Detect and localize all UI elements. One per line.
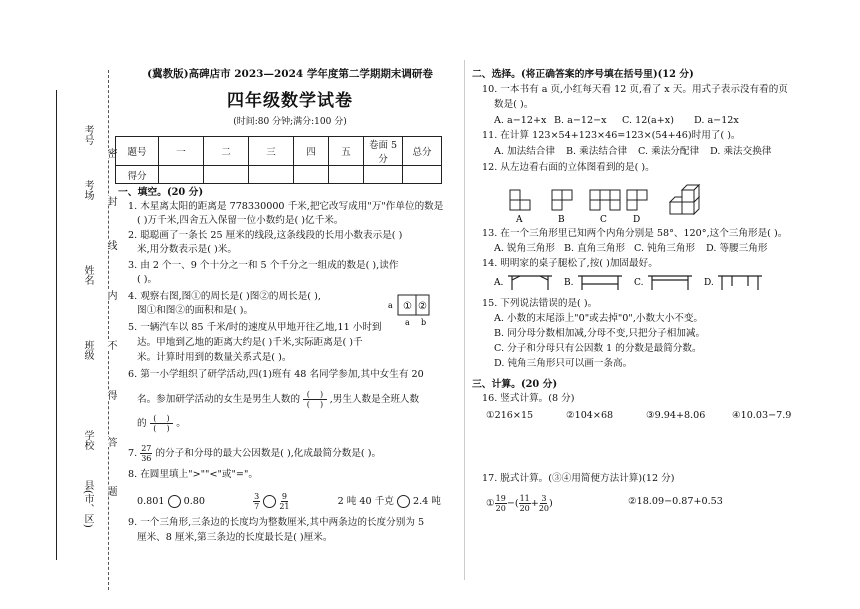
- q15-line: 15. 下列说法错误的是( )。: [482, 298, 598, 309]
- q11-options: [494, 146, 771, 158]
- q12-solid-figure: [670, 185, 699, 214]
- q17-expr-2: ②18.09−0.87+0.53: [628, 496, 723, 507]
- q16-line: 16. 竖式计算。(8 分): [482, 393, 575, 404]
- q6-text-a: 名。参加研学活动的女生是男生人数的: [137, 394, 301, 405]
- q15-opt-b[interactable]: B. 同分母分数相加减,分母不变,只把分子相加减。: [494, 328, 706, 339]
- q16-items: [486, 410, 791, 422]
- score-blank[interactable]: [403, 166, 442, 184]
- q8-frac-1: $\frac{3}{7}$: [254, 492, 260, 511]
- q8-circle-2[interactable]: [263, 495, 276, 508]
- score-cell: 得分: [116, 166, 159, 184]
- q14-label-d: D.: [704, 278, 714, 288]
- q8-c-right: 2.4 吨: [413, 496, 441, 507]
- score-value-row: [116, 166, 442, 184]
- q7-fraction: $\frac{27}{36}$: [141, 444, 152, 463]
- q17-line: 17. 脱式计算。(③④用简便方法计算)(12 分): [482, 473, 675, 484]
- q6-text-d: 。: [176, 418, 186, 429]
- q12-line: 12. 从左边看右面的立体图看到的是( )。: [482, 162, 655, 173]
- q5-line1: 5. 一辆汽车以 85 千米/时的速度从甲地开往乙地,11 小时到: [128, 322, 382, 333]
- seal-char: 线: [105, 240, 116, 250]
- name-label: 姓名: [82, 265, 93, 285]
- section2-title: 二、选择。(将正确答案的序号填在括号里)(12 分): [472, 69, 694, 80]
- class-label: 班级: [82, 340, 93, 360]
- section1-title: 一、填空。(20 分): [118, 187, 204, 198]
- q17-expr-1: [486, 494, 553, 513]
- score-cell: 五: [329, 137, 364, 166]
- q7-line: [128, 444, 381, 463]
- q8-frac-2: $\frac{9}{21}$: [279, 492, 290, 511]
- q11-opt-d[interactable]: D. 乘法交换律: [710, 146, 772, 157]
- q13-opt-b[interactable]: B. 直角三角形: [564, 243, 626, 254]
- score-header-row: [116, 137, 442, 166]
- score-cell: 三: [249, 137, 294, 166]
- q9-line1: 9. 一个三角形,三条边的长度均为整数厘米,其中两条边的长度分别为 5: [128, 517, 425, 528]
- q6-blank-fraction-2[interactable]: $\frac{( )}{( )}$: [150, 414, 173, 433]
- q10-opt-a[interactable]: A. a−12+x: [494, 115, 547, 126]
- q14-opt-d-table[interactable]: [718, 276, 762, 290]
- q6-blank-fraction[interactable]: $\frac{( )}{( )}$: [304, 390, 326, 409]
- q4-line2: 图①和图②的面积和是( )。: [137, 305, 254, 316]
- q6-line1: 6. 第一小学组织了研学活动,四(1)班有 48 名同学参加,其中女生有 20: [128, 369, 424, 380]
- q9-line2: 厘米、8 厘米,第三条边的长度最长是( )厘米。: [137, 532, 333, 543]
- q15-opt-a[interactable]: A. 小数的末尾添上"0"或去掉"0",小数大小不变。: [494, 313, 704, 324]
- q10-line1: 10. 一本书有 a 页,小红每天看 12 页,看了 x 天。用式子表示没有看的页: [482, 84, 788, 95]
- county-label: 县(市、区): [82, 480, 93, 528]
- seal-char: 封: [105, 196, 116, 206]
- q11-line: 11. 在计算 123×54+123×46=123×(54+46)时用了( )。: [482, 130, 741, 141]
- q11-opt-c[interactable]: C. 乘法分配律: [638, 146, 700, 157]
- q17-a-plus: +: [530, 498, 539, 509]
- q6-text-b: ,男生人数是全班人数: [329, 394, 420, 405]
- score-blank[interactable]: [329, 166, 364, 184]
- q17-a-frac-1: $\frac{19}{20}$: [495, 494, 506, 513]
- seal-char: 内: [105, 290, 116, 300]
- q15-opt-d[interactable]: D. 钝角三角形只可以画一条高。: [494, 358, 633, 369]
- score-blank[interactable]: [249, 166, 294, 184]
- q14-opt-c-table[interactable]: [648, 276, 692, 290]
- q2-line2: 米,用分数表示是( )米。: [137, 244, 237, 255]
- q11-opt-a[interactable]: A. 加法结合律: [494, 146, 555, 157]
- q12-opt-c-shape[interactable]: [590, 190, 620, 210]
- score-cell: 卷面 5 分: [364, 137, 403, 166]
- q5-line2: 达。甲地到乙地的距离大约是( )千米,实际距离是( )千: [137, 337, 363, 348]
- q12-opt-d-shape[interactable]: [627, 190, 647, 210]
- seal-char: 题: [105, 486, 116, 496]
- q14-label-a: A.: [494, 278, 504, 288]
- q14-line: 14. 明明家的桌子腿松了,按( )加固最好。: [482, 258, 658, 269]
- q4-figure: [388, 292, 436, 328]
- exam-no-label: 考号: [82, 125, 93, 145]
- q8-a-left: 0.801: [137, 496, 165, 507]
- seal-char: 得: [105, 390, 116, 400]
- q7-text: 的分子和分母的最大公因数是( ),化成最简分数是( )。: [155, 448, 382, 459]
- q10-line2: 数是( )。: [494, 99, 534, 110]
- q17-a-marker: ①: [486, 498, 495, 509]
- q1-line2: ( )万千米,四舍五入保留一位小数约是( )亿千米。: [137, 215, 344, 226]
- score-table: [115, 136, 442, 184]
- q14-options-figure: [494, 272, 764, 294]
- score-blank[interactable]: [204, 166, 249, 184]
- q8-circle-3[interactable]: [397, 495, 410, 508]
- q8-c-left: 2 吨 40 千克: [337, 496, 394, 507]
- q17-a-frac-3: $\frac{3}{20}$: [538, 494, 550, 513]
- q1-line1: 1. 木星离太阳的距离是 778330000 千米,把它改写成用"万"作单位的数是: [128, 201, 444, 212]
- seal-char: 答: [105, 437, 116, 447]
- q2-line1: 2. 聪聪画了一条长 25 厘米的线段,这条线段的长用小数表示是( ): [128, 230, 403, 241]
- seal-char: 不: [105, 340, 116, 350]
- q16-item-1: ①216×15: [486, 410, 534, 421]
- q8-a-right: 0.80: [183, 496, 205, 507]
- q8-items: [137, 492, 441, 511]
- q12-opt-a-shape[interactable]: [510, 190, 530, 210]
- score-blank[interactable]: [294, 166, 329, 184]
- q12-label-d: D: [633, 215, 641, 225]
- q11-opt-b[interactable]: B. 乘法结合律: [566, 146, 628, 157]
- q12-label-c: C: [600, 215, 607, 225]
- q8-circle-1[interactable]: [168, 495, 181, 508]
- score-cell: 四: [294, 137, 329, 166]
- q13-line: 13. 在一个三角形里已知两个内角分别是 58°、120°,这个三角形是( )。: [482, 228, 788, 239]
- q16-item-4: ④10.03−7.9: [732, 410, 792, 421]
- exam-time-info: (时间:80 分钟;满分:100 分): [233, 117, 347, 127]
- score-cell: 一: [159, 137, 204, 166]
- q6-line2: [137, 390, 419, 409]
- score-cell: 题号: [116, 137, 159, 166]
- q14-opt-a-table[interactable]: [508, 276, 552, 290]
- q17-a-frac-2: $\frac{11}{20}$: [519, 494, 530, 513]
- q4-label-a-bottom: a: [405, 318, 410, 327]
- q4-label-2: ②: [418, 301, 427, 312]
- q14-label-c: C.: [634, 278, 644, 288]
- score-blank[interactable]: [364, 166, 403, 184]
- exam-room-label: 考场: [82, 180, 93, 200]
- q14-opt-b-table[interactable]: [578, 276, 622, 290]
- q13-opt-d[interactable]: D. 等腰三角形: [706, 243, 768, 254]
- school-label: 学校: [82, 430, 93, 450]
- q12-label-a: A: [516, 215, 523, 225]
- q4-line1: 4. 观察右图,图①的周长是( )图②的周长是( ),: [128, 291, 321, 302]
- q15-opt-c[interactable]: C. 分子和分母只有公因数 1 的分数是最简分数。: [494, 343, 702, 354]
- q14-label-b: B.: [564, 278, 574, 288]
- q7-num: 7.: [128, 448, 138, 459]
- q10-options: [494, 115, 739, 127]
- score-cell: 总分: [403, 137, 442, 166]
- q8-line: 8. 在圆里填上">""<"或"="。: [128, 469, 258, 480]
- score-blank[interactable]: [159, 166, 204, 184]
- score-cell: 二: [204, 137, 249, 166]
- sidebar-rule: [56, 90, 57, 560]
- q10-opt-d[interactable]: D. a−12x: [694, 115, 739, 126]
- q4-label-a-side: a: [388, 301, 393, 310]
- q16-item-2: ②104×68: [566, 410, 614, 421]
- q5-line3: 米。计算时用到的数量关系式是( )。: [137, 352, 292, 363]
- q3-line2: ( )。: [137, 274, 158, 285]
- q6-line3: [137, 414, 186, 433]
- q12-opt-b-shape[interactable]: [552, 190, 572, 210]
- q4-label-1: ①: [403, 301, 412, 312]
- q4-label-b: b: [421, 318, 427, 327]
- q10-opt-b[interactable]: B. a−12−x: [554, 115, 607, 126]
- q12-options-figure: [500, 180, 740, 225]
- seal-char: 密: [105, 148, 116, 158]
- q13-opt-a[interactable]: A. 锐角三角形: [494, 243, 555, 254]
- q16-item-3: ③9.94+8.06: [646, 410, 706, 421]
- q17-a-op: −(: [506, 498, 519, 509]
- exam-title: 四年级数学试卷: [227, 91, 353, 111]
- exam-subtitle: (冀教版)高碑店市 2023—2024 学年度第二学期期末调研卷: [147, 68, 433, 80]
- section3-title: 三、计算。(20 分): [472, 379, 558, 390]
- q3-line1: 3. 由 2 个一、9 个十分之一和 5 个千分之一组成的数是( ),读作: [128, 260, 399, 271]
- q13-options: [494, 243, 767, 255]
- q17-a-close: ): [549, 498, 553, 509]
- q12-label-b: B: [558, 215, 565, 225]
- q13-opt-c[interactable]: C. 钝角三角形: [634, 243, 696, 254]
- q6-text-c: 的: [137, 418, 147, 429]
- q10-opt-c[interactable]: C. 12(a+x): [622, 115, 674, 126]
- column-divider: [464, 60, 465, 580]
